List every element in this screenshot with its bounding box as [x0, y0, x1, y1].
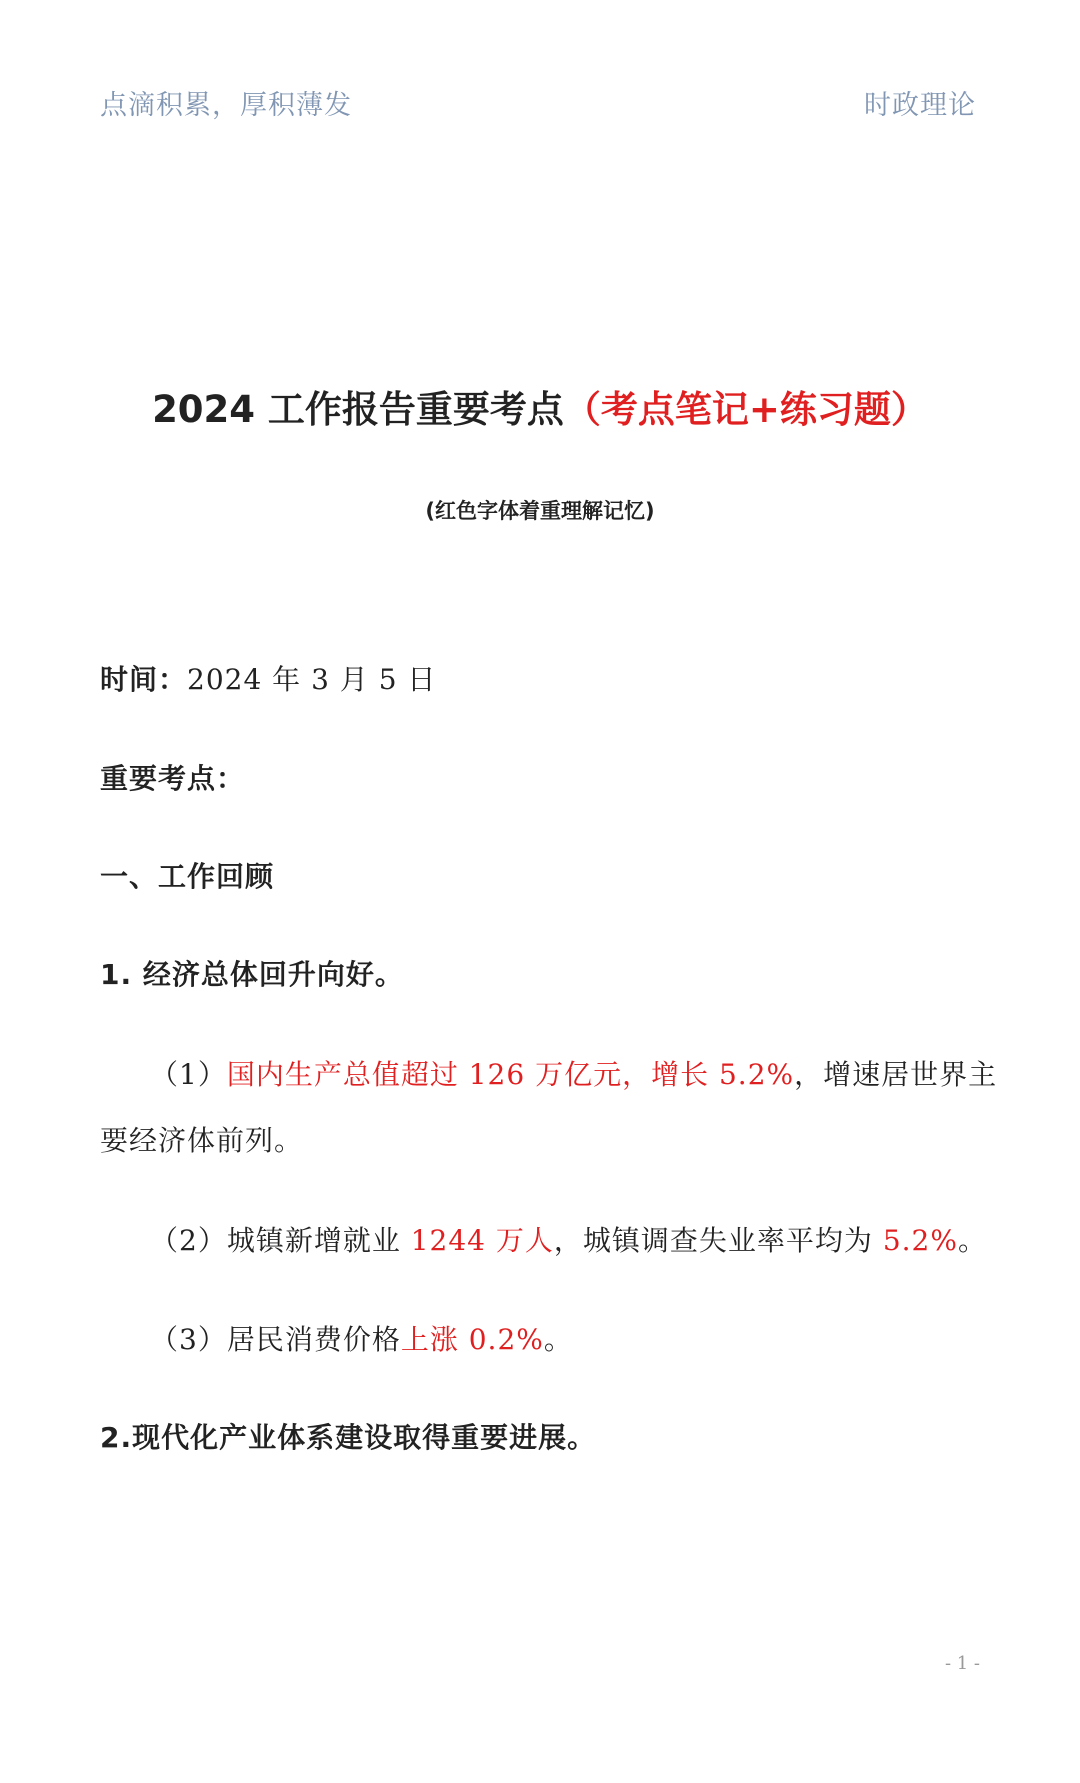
point-text: 城镇新增就业 [226, 1224, 411, 1257]
section-heading: 一、工作回顾 [100, 860, 275, 893]
point-number: （3） [150, 1323, 227, 1356]
document-title [0, 384, 1080, 436]
point-highlight: 国内生产总值超过 126 万亿元，增长 5.2% [226, 1058, 795, 1091]
title-highlight: （考点笔记+练习题） [563, 388, 928, 431]
point-text: 居民消费价格 [226, 1323, 401, 1356]
page-number: - 1 - [944, 1653, 980, 1674]
time-value: 2024 年 3 月 5 日 [187, 663, 437, 696]
point-text: 。 [543, 1323, 573, 1356]
header-category: 时政理论 [864, 90, 976, 121]
point-text: ，城镇调查失业率平均为 [553, 1224, 883, 1257]
document-subtitle: (红色字体着重理解记忆) [425, 499, 655, 523]
point-highlight: 上涨 0.2% [400, 1323, 544, 1356]
time-line [100, 660, 436, 700]
point-number: （1） [150, 1058, 227, 1091]
point-highlight: 1244 万人 [410, 1224, 554, 1257]
title-main: 2024 工作报告重要考点 [152, 388, 564, 431]
point-1-continuation: 要经济体前列。 [100, 1124, 304, 1157]
header-motto: 点滴积累，厚积薄发 [100, 90, 352, 121]
point-number: （2） [150, 1224, 227, 1257]
item-heading: 1. 经济总体回升向好。 [100, 958, 404, 991]
point-3 [150, 1320, 573, 1360]
point-2 [150, 1221, 987, 1261]
key-points-heading: 重要考点： [100, 762, 246, 795]
point-text: ，增速居世界主 [794, 1058, 998, 1091]
point-highlight: 5.2% [882, 1224, 958, 1257]
item-heading: 2.现代化产业体系建设取得重要进展。 [100, 1421, 597, 1454]
point-text: 。 [957, 1224, 987, 1257]
point-1 [150, 1055, 997, 1095]
time-label: 时间： [100, 663, 188, 696]
